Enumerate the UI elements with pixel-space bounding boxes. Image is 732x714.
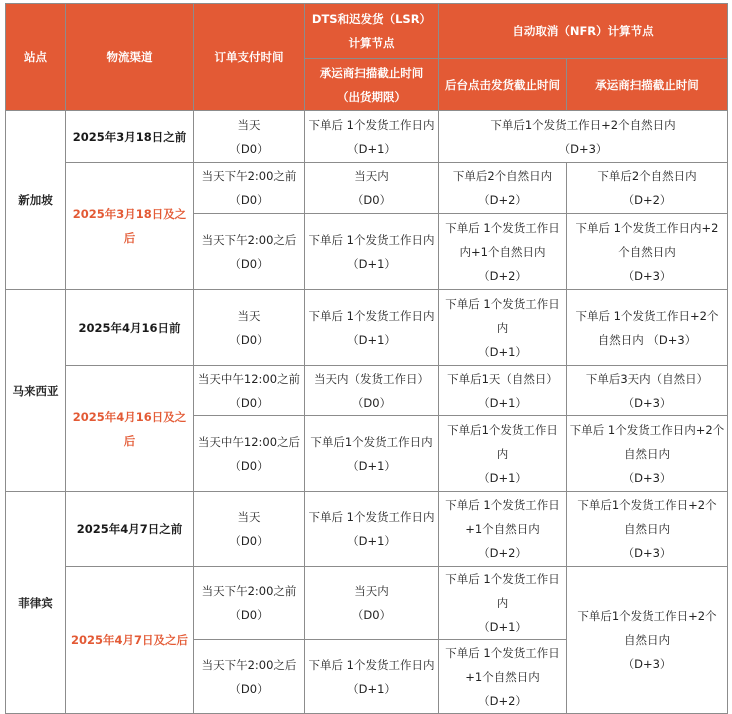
table-row <box>6 567 728 640</box>
nfr-carrier-cell: 下单后1个发货工作日+2个 自然日内 （D+3） <box>567 567 728 714</box>
pay-time-cell: 当天中午12:00之后 （D0） <box>194 416 305 492</box>
dts-cell: 下单后 1个发货工作日内 （D+1） <box>305 492 439 567</box>
nfr-carrier-cell: 下单后3天内（自然日） （D+3） <box>567 366 728 416</box>
nfr-backend-cell: 下单后 1个发货工作日 内+1个自然日内 （D+2） <box>439 214 567 290</box>
pay-time-cell: 当天下午2:00之后 （D0） <box>194 214 305 290</box>
nfr-backend-cell: 下单后1天（自然日） （D+1） <box>439 366 567 416</box>
table-row <box>6 290 728 366</box>
channel-cell: 2025年4月16日及之后 <box>66 366 194 492</box>
site-malaysia: 马来西亚 <box>6 290 66 492</box>
nfr-carrier-cell: 下单后 1个发货工作日内+2 个自然日内 （D+3） <box>567 214 728 290</box>
pay-time-cell: 当天 （D0） <box>194 492 305 567</box>
channel-cell: 2025年3月18日之前 <box>66 111 194 163</box>
header-site: 站点 <box>6 4 66 111</box>
table-row <box>6 366 728 416</box>
nfr-backend-cell: 下单后 1个发货工作日 +1个自然日内 （D+2） <box>439 640 567 714</box>
nfr-backend-cell: 下单后1个发货工作日 内 （D+1） <box>439 416 567 492</box>
nfr-backend-cell: 下单后 1个发货工作日内 （D+1） <box>439 567 567 640</box>
site-philippines: 菲律宾 <box>6 492 66 714</box>
pay-time-cell: 当天 （D0） <box>194 290 305 366</box>
header-nfr-backend: 后台点击发货截止时间 <box>439 59 567 111</box>
nfr-backend-cell: 下单后 1个发货工作日 内 （D+1） <box>439 290 567 366</box>
dts-cell: 当天内（发货工作日） （D0） <box>305 366 439 416</box>
header-order-time: 订单支付时间 <box>194 4 305 111</box>
header-nfr-carrier: 承运商扫描截止时间 <box>567 59 728 111</box>
nfr-carrier-cell: 下单后 1个发货工作日内+2个 自然日内 （D+3） <box>567 416 728 492</box>
table-row <box>6 111 728 163</box>
table-row <box>6 492 728 567</box>
nfr-cell: 下单后1个发货工作日+2个自然日内 （D+3） <box>439 111 728 163</box>
site-singapore: 新加坡 <box>6 111 66 290</box>
dts-cell: 当天内 （D0） <box>305 163 439 214</box>
pay-time-cell: 当天下午2:00之前 （D0） <box>194 567 305 640</box>
channel-cell: 2025年4月16日前 <box>66 290 194 366</box>
header-nfr-title: 自动取消（NFR）计算节点 <box>439 4 728 59</box>
pay-time-cell: 当天下午2:00之前 （D0） <box>194 163 305 214</box>
nfr-backend-cell: 下单后2个自然日内 （D+2） <box>439 163 567 214</box>
dts-cell: 下单后 1个发货工作日内 （D+1） <box>305 111 439 163</box>
channel-cell: 2025年4月7日之前 <box>66 492 194 567</box>
dts-cell: 下单后 1个发货工作日内 （D+1） <box>305 214 439 290</box>
header-dts-sub: 承运商扫描截止时间 （出货期限） <box>305 59 439 111</box>
nfr-carrier-cell: 下单后 1个发货工作日+2个 自然日内 （D+3） <box>567 290 728 366</box>
dts-cell: 下单后1个发货工作日内 （D+1） <box>305 416 439 492</box>
table-row <box>6 163 728 214</box>
pay-time-cell: 当天中午12:00之前 （D0） <box>194 366 305 416</box>
dts-cell: 下单后 1个发货工作日内 （D+1） <box>305 290 439 366</box>
pay-time-cell: 当天下午2:00之后 （D0） <box>194 640 305 714</box>
header-channel: 物流渠道 <box>66 4 194 111</box>
nfr-backend-cell: 下单后 1个发货工作日 +1个自然日内 （D+2） <box>439 492 567 567</box>
dts-cell: 下单后 1个发货工作日内 （D+1） <box>305 640 439 714</box>
channel-cell: 2025年4月7日及之后 <box>66 567 194 714</box>
channel-cell: 2025年3月18日及之后 <box>66 163 194 290</box>
shipping-rules-table <box>5 3 728 714</box>
nfr-carrier-cell: 下单后1个发货工作日+2个 自然日内 （D+3） <box>567 492 728 567</box>
nfr-carrier-cell: 下单后2个自然日内 （D+2） <box>567 163 728 214</box>
pay-time-cell: 当天 （D0） <box>194 111 305 163</box>
dts-cell: 当天内 （D0） <box>305 567 439 640</box>
header-dts-title: DTS和迟发货（LSR）计算节点 <box>305 4 439 59</box>
